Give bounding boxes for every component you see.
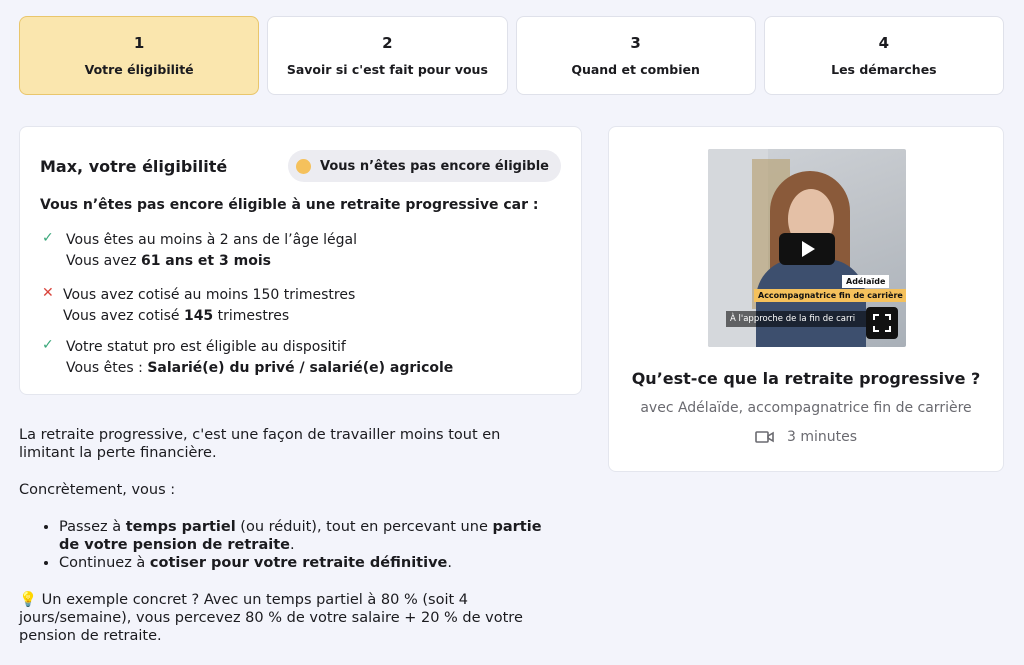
criterion-quarters <box>40 285 561 327</box>
example-paragraph: 💡 Un exemple concret ? Avec un temps partiel à 80 % (soit 4 jours/semaine), vous percevez 80 % de votre salaire + 20 % de votre pension de retraite. <box>19 592 523 644</box>
step-number: 3 <box>630 34 641 52</box>
criterion-value-line: Vous êtes : Salarié(e) du privé / salarié(e) agricole <box>66 360 454 376</box>
benefits-list <box>59 518 559 572</box>
eligibility-subtitle: Vous n’êtes pas encore éligible à une retraite progressive car : <box>40 197 539 213</box>
step-fit[interactable] <box>267 16 507 95</box>
step-label: Quand et combien <box>571 62 700 77</box>
criterion-value: 61 ans et 3 mois <box>140 253 271 269</box>
video-person-body <box>756 259 866 347</box>
video-player[interactable] <box>708 149 906 347</box>
video-overlay-name: Adélaïde <box>842 275 889 288</box>
video-card <box>608 126 1004 472</box>
status-badge-label: Vous n’êtes pas encore éligible <box>320 158 549 174</box>
video-title: Qu’est-ce que la retraite progressive ? <box>631 369 981 388</box>
step-number: 2 <box>382 34 393 52</box>
step-number: 1 <box>133 34 145 52</box>
check-icon: ✓ <box>42 337 54 353</box>
play-button[interactable] <box>779 233 835 265</box>
intro-paragraph: La retraite progressive, c'est une façon de travailler moins tout en limitant la perte financière. <box>19 427 501 461</box>
criterion-value: 145 <box>183 308 214 324</box>
fullscreen-button[interactable] <box>866 307 898 339</box>
list-item: • Continuez à cotiser pour votre retraite définitive. <box>59 554 559 572</box>
status-badge <box>288 150 561 182</box>
criterion-label: Vous avez cotisé au moins 150 trimestres <box>63 287 356 303</box>
explanation-text <box>19 426 559 664</box>
status-dot-icon <box>296 159 311 174</box>
cross-icon: ✕ <box>42 285 54 301</box>
eligibility-title: Max, votre éligibilité <box>40 156 228 176</box>
play-icon <box>802 241 815 257</box>
stepper <box>19 16 1004 95</box>
step-eligibility[interactable] <box>19 16 259 95</box>
concretely-paragraph: Concrètement, vous : <box>19 482 176 498</box>
eligibility-header <box>40 149 561 183</box>
criterion-legal-age <box>40 230 561 272</box>
duration-label: 3 minutes <box>786 429 858 445</box>
list-item: • Passez à temps partiel (ou réduit), tout en percevant une partie de votre pension de retraite. <box>59 518 559 554</box>
lightbulb-icon: 💡 <box>19 592 38 608</box>
eligibility-card <box>19 126 582 395</box>
criterion-value-line: Vous avez 61 ans et 3 mois <box>66 253 271 269</box>
video-camera-icon <box>755 430 775 444</box>
criterion-value-line: Vous avez cotisé 145 trimestres <box>63 308 290 324</box>
step-number: 4 <box>878 34 890 52</box>
step-label: Votre éligibilité <box>84 62 194 77</box>
criterion-label: Vous êtes au moins à 2 ans de l’âge légal <box>66 232 358 248</box>
video-overlay-role: Accompagnatrice fin de carrière <box>754 289 906 302</box>
criterion-status <box>40 337 561 379</box>
step-when-how-much[interactable] <box>516 16 756 95</box>
video-overlay-caption: À l'approche de la fin de carri <box>726 311 866 327</box>
fullscreen-icon <box>873 314 891 332</box>
criterion-value: Salarié(e) du privé / salarié(e) agricole <box>147 360 454 376</box>
step-label: Savoir si c'est fait pour vous <box>286 62 488 77</box>
check-icon: ✓ <box>42 230 54 246</box>
video-subtitle: avec Adélaïde, accompagnatrice fin de carrière <box>640 400 972 416</box>
step-label: Les démarches <box>831 62 937 77</box>
step-procedures[interactable] <box>764 16 1004 95</box>
video-duration <box>609 429 1003 445</box>
criterion-label: Votre statut pro est éligible au dispositif <box>66 339 346 355</box>
